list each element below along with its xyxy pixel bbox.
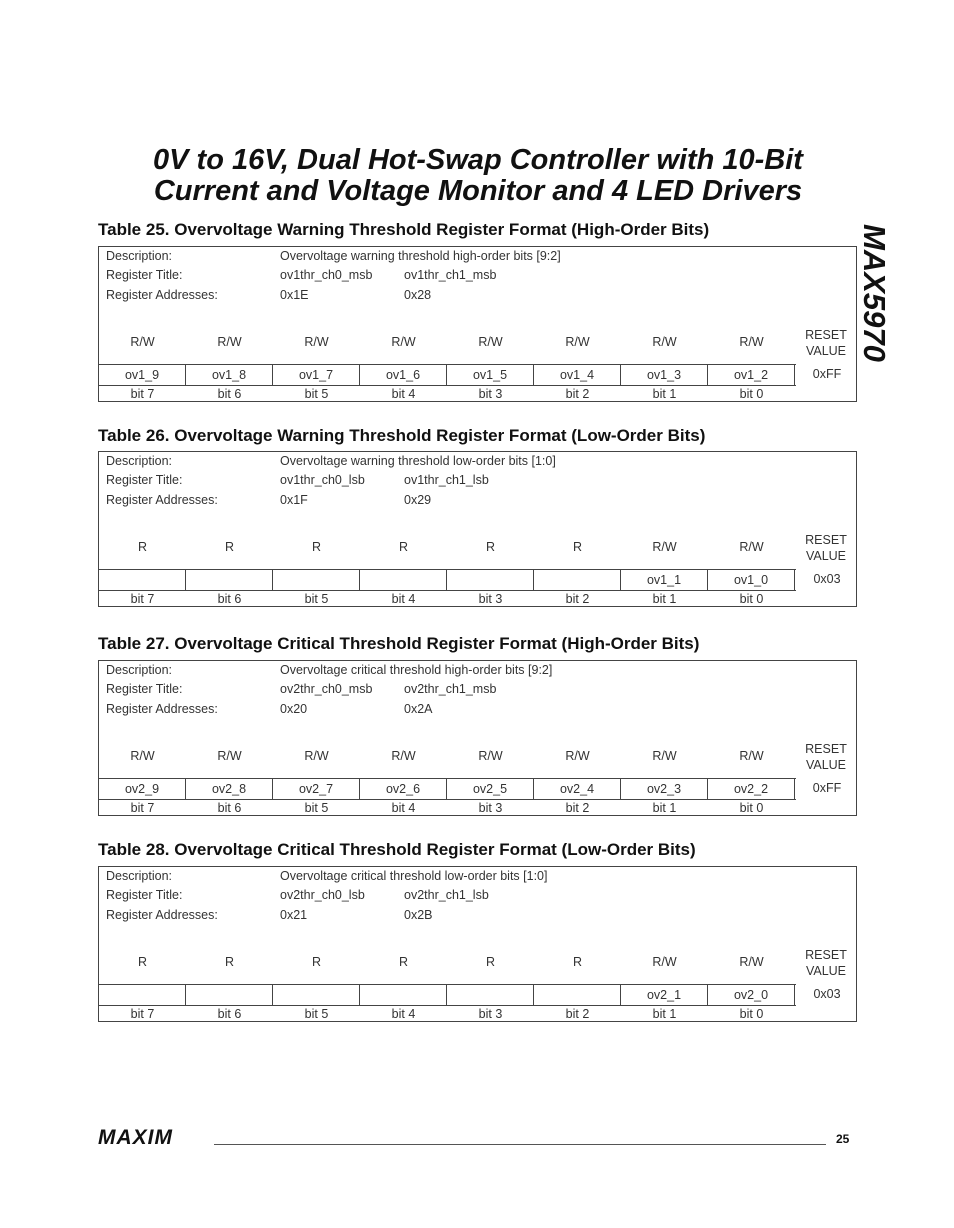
register-title-label: Register Title: <box>106 473 183 487</box>
access-type-cell: R/W <box>304 749 329 763</box>
bit-number-cell: bit 2 <box>565 801 590 815</box>
bit-name-cell: ov2_2 <box>708 779 795 799</box>
access-type-cell: R <box>398 955 409 969</box>
register-addresses-label: Register Addresses: <box>106 288 218 302</box>
reset-header-line-1: RESET <box>805 948 847 962</box>
access-type-cell: R/W <box>391 335 416 349</box>
bit-name-row <box>99 984 796 1006</box>
bit-number-cell: bit 6 <box>217 801 242 815</box>
bit-name-cell: ov1_0 <box>708 570 795 590</box>
bit-name-cell: ov1_9 <box>99 365 186 385</box>
table-caption: Table 27. Overvoltage Critical Threshold Register Format (High-Order Bits) <box>98 634 700 653</box>
maxim-logo <box>98 1127 210 1147</box>
register-format-table <box>98 451 857 607</box>
access-type-cell: R/W <box>652 749 677 763</box>
register-title-label: Register Title: <box>106 682 183 696</box>
access-type-cell: R <box>572 955 583 969</box>
register-address-ch0: 0x1E <box>280 288 309 302</box>
bit-number-cell: bit 0 <box>739 1007 764 1021</box>
page-title-line-2: Current and Voltage Monitor and 4 LED Drivers <box>153 175 803 207</box>
bit-number-row <box>99 799 796 817</box>
description-label: Description: <box>106 663 172 677</box>
bit-name-cell <box>186 985 273 1005</box>
register-title-ch1: ov2thr_ch1_msb <box>404 682 497 696</box>
bit-number-cell: bit 7 <box>130 1007 155 1021</box>
bit-number-cell: bit 5 <box>304 387 329 401</box>
reset-value-header <box>801 947 851 979</box>
access-type-cell: R <box>572 540 583 554</box>
bit-name-cell: ov2_1 <box>621 985 708 1005</box>
bit-number-cell: bit 2 <box>565 387 590 401</box>
access-type-row <box>99 749 796 761</box>
reset-header-line-1: RESET <box>805 742 847 756</box>
bit-name-cell: ov1_7 <box>273 365 360 385</box>
reset-value-header <box>801 327 851 359</box>
description-value: Overvoltage critical threshold low-order bits [1:0] <box>280 869 548 883</box>
access-type-cell: R/W <box>739 955 764 969</box>
bit-name-cell: ov2_3 <box>621 779 708 799</box>
description-label: Description: <box>106 454 172 468</box>
bit-name-cell <box>447 570 534 590</box>
bit-number-cell: bit 1 <box>652 1007 677 1021</box>
access-type-cell: R <box>398 540 409 554</box>
bit-number-cell: bit 0 <box>739 592 764 606</box>
access-type-cell: R/W <box>130 335 155 349</box>
page-number: 25 <box>836 1132 850 1146</box>
access-type-cell: R/W <box>478 335 503 349</box>
access-type-cell: R <box>485 955 496 969</box>
bit-number-cell: bit 4 <box>391 801 416 815</box>
bit-name-cell: ov1_8 <box>186 365 273 385</box>
bit-name-cell <box>186 570 273 590</box>
bit-name-cell <box>99 570 186 590</box>
bit-name-cell: ov2_8 <box>186 779 273 799</box>
part-number-text: MAX5970 <box>857 224 892 362</box>
bit-number-cell: bit 7 <box>130 387 155 401</box>
reset-header-line-2: VALUE <box>805 964 847 978</box>
bit-name-cell <box>360 985 447 1005</box>
bit-number-row <box>99 1005 796 1023</box>
bit-number-cell: bit 3 <box>478 387 503 401</box>
reset-header-line-2: VALUE <box>805 344 847 358</box>
bit-number-cell: bit 3 <box>478 801 503 815</box>
bit-name-cell <box>447 985 534 1005</box>
bit-number-row <box>99 385 796 403</box>
reset-header-line-2: VALUE <box>805 549 847 563</box>
table-caption: Table 26. Overvoltage Warning Threshold Register Format (Low-Order Bits) <box>98 426 706 445</box>
bit-name-cell: ov2_9 <box>99 779 186 799</box>
register-address-ch0: 0x20 <box>280 702 308 716</box>
bit-number-cell: bit 5 <box>304 801 329 815</box>
access-type-cell: R <box>485 540 496 554</box>
reset-header-line-1: RESET <box>805 533 847 547</box>
access-type-cell: R/W <box>565 335 590 349</box>
register-address-ch1: 0x29 <box>404 493 432 507</box>
bit-name-cell: ov1_1 <box>621 570 708 590</box>
reset-value: 0x03 <box>813 572 841 586</box>
description-value: Overvoltage critical threshold high-order bits [9:2] <box>280 663 553 677</box>
bit-name-cell: ov1_3 <box>621 365 708 385</box>
access-type-cell: R/W <box>478 749 503 763</box>
bit-number-cell: bit 2 <box>565 592 590 606</box>
access-type-row <box>99 335 796 347</box>
bit-number-cell: bit 7 <box>130 592 155 606</box>
bit-name-cell: ov2_0 <box>708 985 795 1005</box>
maxim-logo-text: MAXIM <box>98 1127 173 1147</box>
access-type-row <box>99 540 796 552</box>
bit-name-cell: ov2_7 <box>273 779 360 799</box>
register-address-ch1: 0x2A <box>404 702 433 716</box>
table-caption: Table 25. Overvoltage Warning Threshold Register Format (High-Order Bits) <box>98 220 710 239</box>
register-address-ch0: 0x1F <box>280 493 308 507</box>
register-title-label: Register Title: <box>106 268 183 282</box>
bit-number-cell: bit 6 <box>217 1007 242 1021</box>
register-addresses-label: Register Addresses: <box>106 493 218 507</box>
bit-number-cell: bit 3 <box>478 1007 503 1021</box>
bit-number-cell: bit 4 <box>391 1007 416 1021</box>
access-type-cell: R/W <box>652 955 677 969</box>
bit-name-cell <box>99 985 186 1005</box>
register-title-ch1: ov1thr_ch1_lsb <box>404 473 489 487</box>
register-address-ch1: 0x2B <box>404 908 433 922</box>
register-format-table <box>98 866 857 1022</box>
bit-number-cell: bit 4 <box>391 387 416 401</box>
page-title-line-1: 0V to 16V, Dual Hot-Swap Controller with 10-Bit <box>153 144 803 176</box>
reset-value: 0xFF <box>812 367 842 381</box>
bit-name-row <box>99 778 796 800</box>
reset-header-line-1: RESET <box>805 328 847 342</box>
access-type-cell: R <box>137 955 148 969</box>
register-title-ch0: ov2thr_ch0_msb <box>280 682 373 696</box>
access-type-cell: R/W <box>565 749 590 763</box>
access-type-cell: R/W <box>739 749 764 763</box>
bit-number-cell: bit 1 <box>652 801 677 815</box>
bit-name-cell: ov1_2 <box>708 365 795 385</box>
access-type-cell: R/W <box>652 335 677 349</box>
bit-number-cell: bit 5 <box>304 1007 329 1021</box>
bit-name-cell: ov2_6 <box>360 779 447 799</box>
reset-header-line-2: VALUE <box>805 758 847 772</box>
register-address-ch1: 0x28 <box>404 288 432 302</box>
access-type-cell: R/W <box>217 749 242 763</box>
access-type-cell: R <box>311 540 322 554</box>
access-type-cell: R <box>224 540 235 554</box>
bit-number-cell: bit 3 <box>478 592 503 606</box>
bit-number-cell: bit 1 <box>652 592 677 606</box>
access-type-cell: R/W <box>739 335 764 349</box>
access-type-cell: R <box>137 540 148 554</box>
bit-name-cell <box>360 570 447 590</box>
access-type-cell: R/W <box>652 540 677 554</box>
bit-name-row <box>99 569 796 591</box>
access-type-cell: R/W <box>304 335 329 349</box>
register-title-ch0: ov2thr_ch0_lsb <box>280 888 365 902</box>
bit-name-cell: ov2_5 <box>447 779 534 799</box>
register-address-ch0: 0x21 <box>280 908 308 922</box>
access-type-row <box>99 955 796 967</box>
bit-name-row <box>99 364 796 386</box>
register-addresses-label: Register Addresses: <box>106 908 218 922</box>
page-title <box>98 145 858 207</box>
access-type-cell: R/W <box>391 749 416 763</box>
register-title-label: Register Title: <box>106 888 183 902</box>
bit-name-cell: ov1_5 <box>447 365 534 385</box>
bit-number-cell: bit 7 <box>130 801 155 815</box>
description-label: Description: <box>106 869 172 883</box>
register-title-ch1: ov2thr_ch1_lsb <box>404 888 489 902</box>
register-addresses-label: Register Addresses: <box>106 702 218 716</box>
bit-number-row <box>99 590 796 608</box>
access-type-cell: R <box>311 955 322 969</box>
register-format-table <box>98 660 857 816</box>
bit-name-cell: ov1_4 <box>534 365 621 385</box>
description-value: Overvoltage warning threshold low-order bits [1:0] <box>280 454 556 468</box>
bit-name-cell <box>534 570 621 590</box>
bit-number-cell: bit 1 <box>652 387 677 401</box>
bit-name-cell <box>273 570 360 590</box>
register-title-ch0: ov1thr_ch0_msb <box>280 268 373 282</box>
register-title-ch1: ov1thr_ch1_msb <box>404 268 497 282</box>
access-type-cell: R <box>224 955 235 969</box>
access-type-cell: R/W <box>217 335 242 349</box>
bit-number-cell: bit 0 <box>739 801 764 815</box>
reset-value-header <box>801 532 851 564</box>
bit-number-cell: bit 2 <box>565 1007 590 1021</box>
description-value: Overvoltage warning threshold high-order bits [9:2] <box>280 249 561 263</box>
bit-name-cell: ov2_4 <box>534 779 621 799</box>
reset-value: 0xFF <box>812 781 842 795</box>
bit-name-cell <box>273 985 360 1005</box>
access-type-cell: R/W <box>739 540 764 554</box>
reset-value: 0x03 <box>813 987 841 1001</box>
footer-rule <box>214 1144 826 1145</box>
bit-number-cell: bit 6 <box>217 387 242 401</box>
bit-name-cell: ov1_6 <box>360 365 447 385</box>
reset-value-header <box>801 741 851 773</box>
bit-number-cell: bit 4 <box>391 592 416 606</box>
table-caption: Table 28. Overvoltage Critical Threshold Register Format (Low-Order Bits) <box>98 840 696 859</box>
description-label: Description: <box>106 249 172 263</box>
bit-number-cell: bit 5 <box>304 592 329 606</box>
register-title-ch0: ov1thr_ch0_lsb <box>280 473 365 487</box>
bit-number-cell: bit 6 <box>217 592 242 606</box>
bit-name-cell <box>534 985 621 1005</box>
register-format-table <box>98 246 857 402</box>
bit-number-cell: bit 0 <box>739 387 764 401</box>
access-type-cell: R/W <box>130 749 155 763</box>
